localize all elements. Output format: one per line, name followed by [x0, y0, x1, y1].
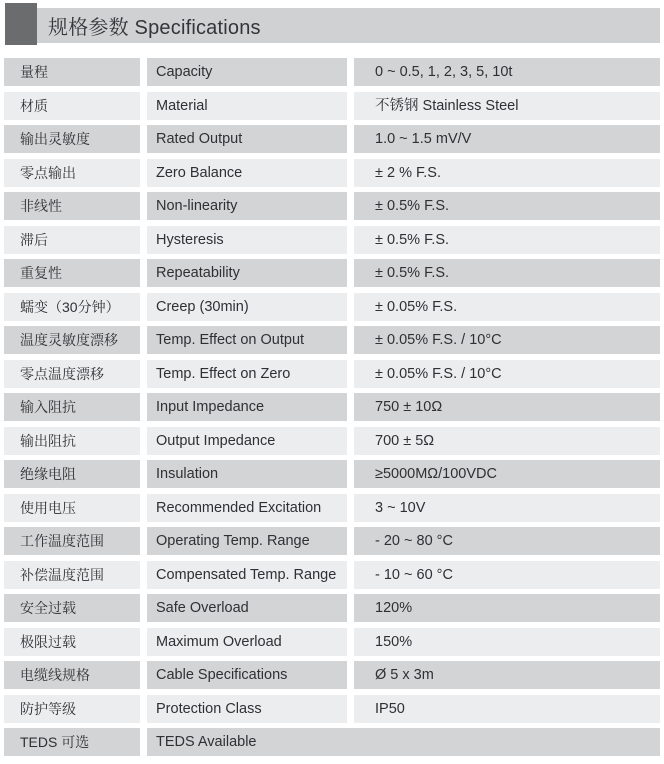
- spec-value: ± 0.05% F.S.: [354, 293, 660, 321]
- spec-value: - 20 ~ 80 °C: [354, 527, 660, 555]
- spec-name-cn: 绝缘电阻: [4, 460, 140, 488]
- spec-value: 120%: [354, 594, 660, 622]
- table-row: [4, 293, 660, 321]
- page-title: 规格参数 Specifications: [48, 17, 261, 39]
- spec-name-en: Zero Balance: [147, 159, 347, 187]
- spec-value: ± 0.5% F.S.: [354, 226, 660, 254]
- spec-value: 3 ~ 10V: [354, 494, 660, 522]
- spec-name-cn: 使用电压: [4, 494, 140, 522]
- spec-name-en: Safe Overload: [147, 594, 347, 622]
- spec-name-en: Cable Specifications: [147, 661, 347, 689]
- spec-name-en: Maximum Overload: [147, 628, 347, 656]
- spec-name-en: Creep (30min): [147, 293, 347, 321]
- spec-value: IP50: [354, 695, 660, 723]
- spec-name-en: Repeatability: [147, 259, 347, 287]
- spec-name-en: Recommended Excitation: [147, 494, 347, 522]
- spec-name-en: TEDS Available: [147, 728, 660, 756]
- spec-name-cn: 材质: [4, 92, 140, 120]
- table-row: [4, 259, 660, 287]
- table-row: [4, 360, 660, 388]
- table-row: [4, 695, 660, 723]
- table-row: [4, 427, 660, 455]
- spec-name-cn: 安全过载: [4, 594, 140, 622]
- spec-value: 0 ~ 0.5, 1, 2, 3, 5, 10t: [354, 58, 660, 86]
- table-row: [4, 561, 660, 589]
- spec-name-cn: 滞后: [4, 226, 140, 254]
- table-row: [4, 628, 660, 656]
- spec-name-cn: 极限过载: [4, 628, 140, 656]
- spec-value: ± 2 % F.S.: [354, 159, 660, 187]
- header-accent-square: [5, 3, 37, 45]
- spec-name-cn: 补偿温度范围: [4, 561, 140, 589]
- table-row: [4, 527, 660, 555]
- table-row: [4, 159, 660, 187]
- spec-name-en: Temp. Effect on Output: [147, 326, 347, 354]
- table-row: [4, 226, 660, 254]
- spec-name-cn: 工作温度范围: [4, 527, 140, 555]
- table-row: [4, 92, 660, 120]
- table-row: [4, 58, 660, 86]
- table-row: [4, 494, 660, 522]
- table-row: [4, 594, 660, 622]
- table-row: [4, 393, 660, 421]
- spec-value: ± 0.5% F.S.: [354, 192, 660, 220]
- spec-name-cn: 温度灵敏度漂移: [4, 326, 140, 354]
- spec-name-cn: 防护等级: [4, 695, 140, 723]
- spec-name-en: Capacity: [147, 58, 347, 86]
- spec-name-cn: 输出灵敏度: [4, 125, 140, 153]
- spec-value: ± 0.5% F.S.: [354, 259, 660, 287]
- spec-name-en: Hysteresis: [147, 226, 347, 254]
- spec-name-cn: 电缆线规格: [4, 661, 140, 689]
- spec-name-cn: 零点输出: [4, 159, 140, 187]
- specifications-table: [4, 58, 660, 762]
- page-header: [37, 8, 660, 43]
- spec-name-en: Temp. Effect on Zero: [147, 360, 347, 388]
- table-row: [4, 192, 660, 220]
- table-row: [4, 728, 660, 756]
- spec-name-en: Protection Class: [147, 695, 347, 723]
- spec-name-cn: 输入阻抗: [4, 393, 140, 421]
- table-row: [4, 326, 660, 354]
- spec-name-cn: 量程: [4, 58, 140, 86]
- spec-name-cn: 非线性: [4, 192, 140, 220]
- spec-value: 150%: [354, 628, 660, 656]
- spec-name-cn: 重复性: [4, 259, 140, 287]
- spec-value: 750 ± 10Ω: [354, 393, 660, 421]
- table-row: [4, 661, 660, 689]
- spec-value: ≥5000MΩ/100VDC: [354, 460, 660, 488]
- spec-name-en: Rated Output: [147, 125, 347, 153]
- spec-name-cn: TEDS 可选: [4, 728, 140, 756]
- spec-value: - 10 ~ 60 °C: [354, 561, 660, 589]
- spec-value: 700 ± 5Ω: [354, 427, 660, 455]
- table-row: [4, 125, 660, 153]
- spec-name-en: Operating Temp. Range: [147, 527, 347, 555]
- table-row: [4, 460, 660, 488]
- spec-name-cn: 输出阻抗: [4, 427, 140, 455]
- spec-value: Ø 5 x 3m: [354, 661, 660, 689]
- spec-name-cn: 零点温度漂移: [4, 360, 140, 388]
- spec-value: ± 0.05% F.S. / 10°C: [354, 326, 660, 354]
- spec-value: ± 0.05% F.S. / 10°C: [354, 360, 660, 388]
- spec-value: 1.0 ~ 1.5 mV/V: [354, 125, 660, 153]
- spec-name-en: Input Impedance: [147, 393, 347, 421]
- spec-name-cn: 蠕变（30分钟）: [4, 293, 140, 321]
- spec-name-en: Compensated Temp. Range: [147, 561, 347, 589]
- spec-value: 不锈钢 Stainless Steel: [354, 92, 660, 120]
- spec-name-en: Output Impedance: [147, 427, 347, 455]
- spec-name-en: Non-linearity: [147, 192, 347, 220]
- spec-name-en: Insulation: [147, 460, 347, 488]
- spec-name-en: Material: [147, 92, 347, 120]
